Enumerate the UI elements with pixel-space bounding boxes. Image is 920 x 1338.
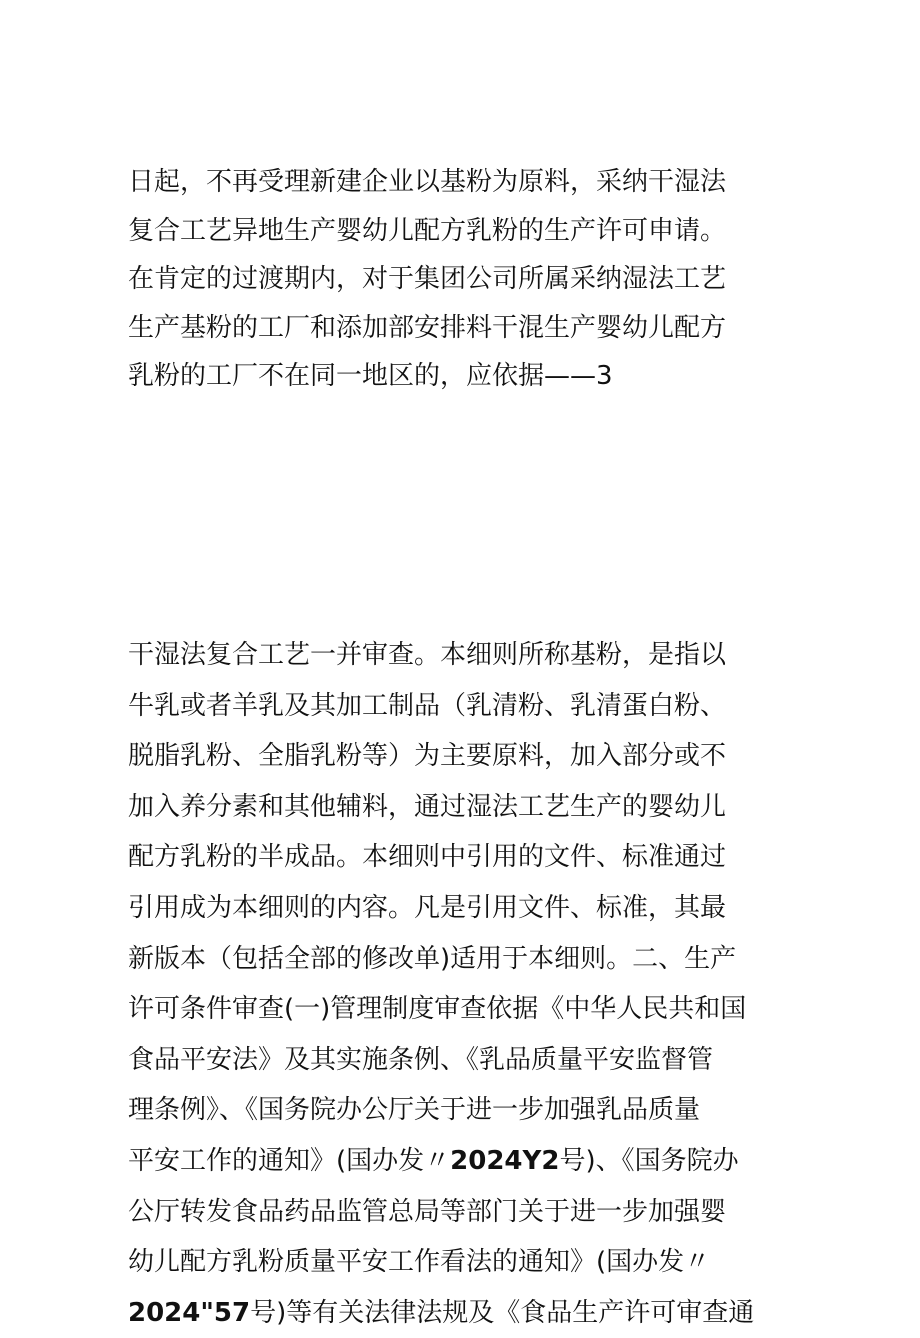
text-line: 公厅转发食品药品监管总局等部门关于进一步加强婴 — [128, 1196, 727, 1227]
bold-number: 2024"57 — [128, 1297, 251, 1328]
text-line: 引用成为本细则的内容。凡是引用文件、标准，其最 — [128, 892, 727, 923]
text-run: 号)、《国务院办 — [559, 1145, 739, 1176]
text-line: 配方乳粉的半成品。本细则中引用的文件、标准通过 — [128, 842, 727, 873]
text-line: 干湿法复合工艺一并审查。本细则所称基粉，是指以 — [128, 640, 727, 670]
text-line-mixed — [128, 1136, 798, 1187]
paragraph-1 — [128, 158, 798, 401]
text-line: 复合工艺异地生产婴幼儿配方乳粉的生产许可申请。 — [128, 215, 727, 246]
text-line: 牛乳或者羊乳及其加工制品（乳清粉、乳清蛋白粉、 — [128, 690, 727, 721]
text-line: 日起，不再受理新建企业以基粉为原料，采纳干湿法 — [128, 167, 727, 197]
text-line: 脱脂乳粉、全脂乳粉等）为主要原料，加入部分或不 — [128, 741, 727, 772]
text-line: 乳粉的工厂不在同一地区的，应依据——3 — [128, 361, 613, 391]
text-line-mixed — [128, 1288, 798, 1338]
text-line: 理条例》、《国务院办公厅关于进一步加强乳品质量 — [128, 1095, 701, 1126]
text-run: 号)等有关法律法规及《食品生产许可审查通 — [250, 1297, 755, 1328]
text-line: 幼儿配方乳粉质量平安工作看法的通知》(国办发〃 — [128, 1247, 711, 1278]
paragraph-2 — [128, 630, 798, 1338]
text-run: 平安工作的通知》(国办发〃 — [128, 1145, 451, 1176]
text-line: 生产基粉的工厂和添加部安排料干混生产婴幼儿配方 — [128, 312, 727, 343]
text-line: 加入养分素和其他辅料，通过湿法工艺生产的婴幼儿 — [128, 791, 727, 822]
text-line: 许可条件审查(一)管理制度审查依据《中华人民共和国 — [128, 994, 747, 1025]
text-line: 食品平安法》及其实施条例、《乳品质量平安监督管 — [128, 1044, 714, 1075]
text-line: 新版本（包括全部的修改单)适用于本细则。二、生产 — [128, 943, 737, 974]
text-line: 在肯定的过渡期内，对于集团公司所属采纳湿法工艺 — [128, 264, 727, 294]
bold-number: 2024Y2 — [450, 1145, 560, 1176]
